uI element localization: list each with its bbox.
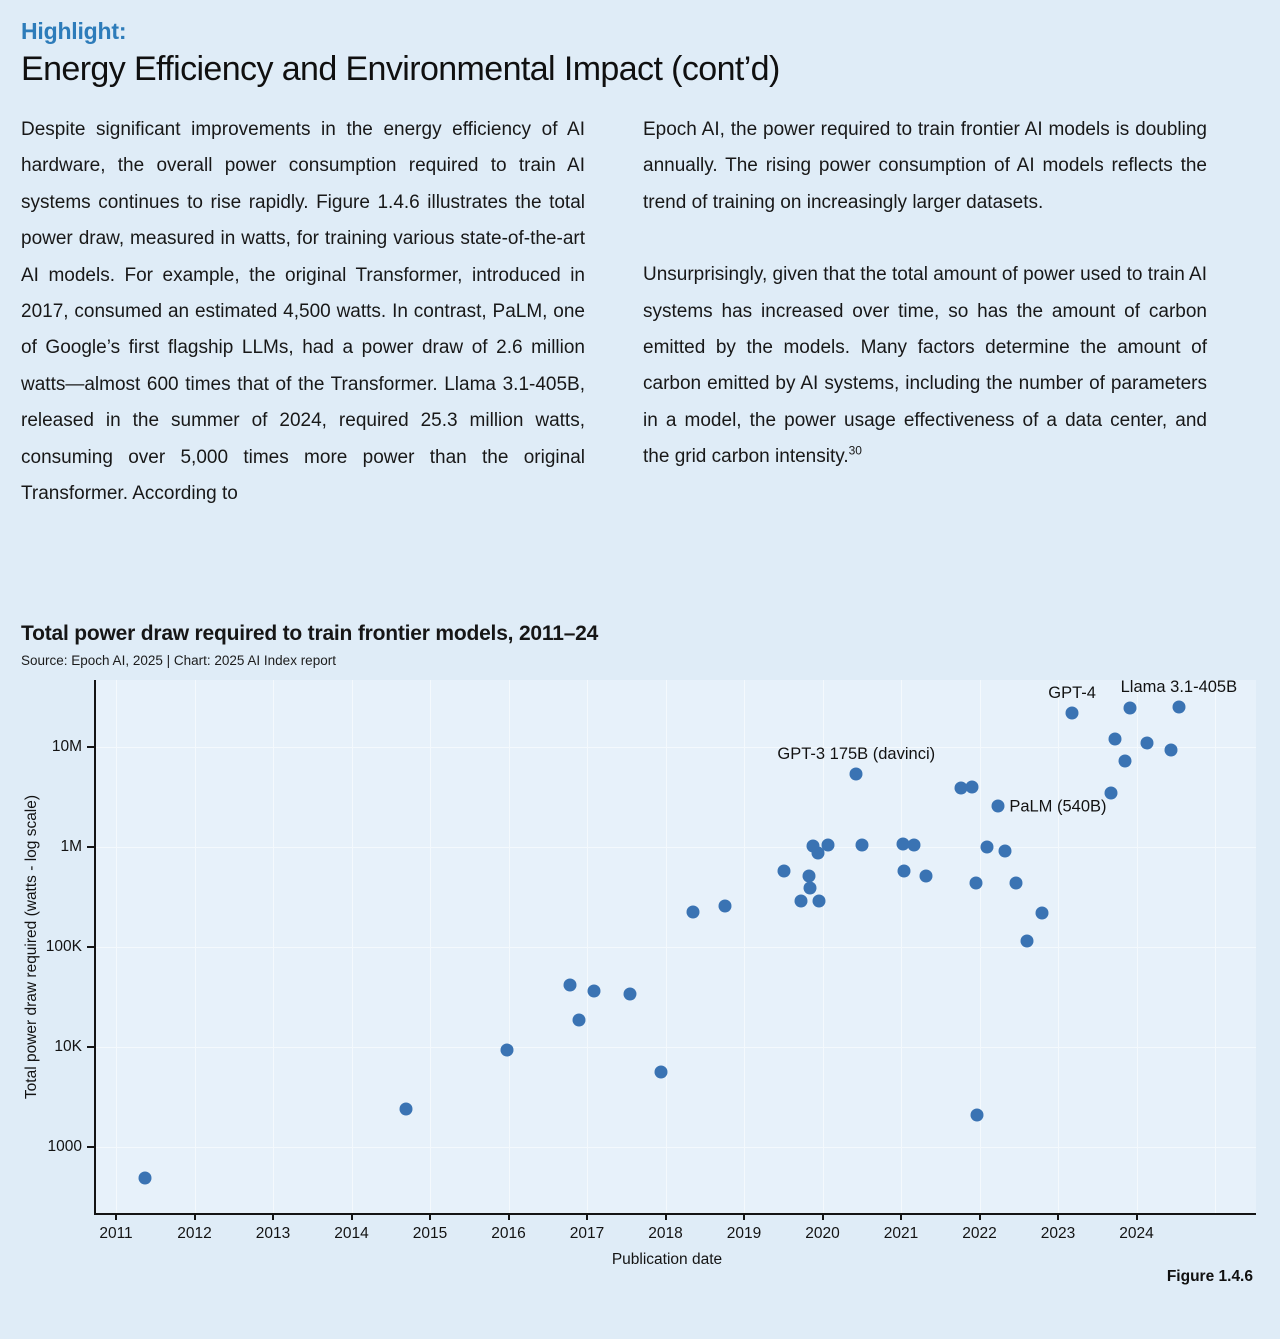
data-point	[969, 876, 982, 889]
x-tick-mark	[429, 1215, 431, 1220]
x-tick-mark	[115, 1215, 117, 1220]
data-point	[1124, 702, 1137, 715]
left-paragraph: Despite significant improvements in the energy efficiency of AI hardware, the overall power consumption required to train AI systems continues to rise rapidly. Figure 1.4.6 illustrates the total power draw, measured in watts, for training various state-of-the-art AI models. For example, the original Transformer, introduced in 2017, consumed an estimated 4,500 watts. In contrast, PaLM, one of Google’s first flagship LLMs, had a power draw of 2.6 million watts—almost 600 times that of the Transformer. Llama 3.1-405B, released in the summer of 2024, required 25.3 million watts, consuming over 5,000 times more power than the original Transformer. According to	[21, 119, 585, 505]
horizontal-gridline	[94, 1047, 1256, 1048]
y-axis-label: Total power draw required (watts - log scale)	[23, 794, 40, 1100]
y-tick-label: 1000	[47, 1138, 82, 1155]
right-paragraph-2-text: Unsurprisingly, given that the total amount of power used to train AI systems has increased over time, so has the amount of carbon emitted by the models. Many factors determine the amount of carbon emitted by AI systems, including the number of parameters in a model, the power usage effectiveness of a data center, and the grid carbon intensity.	[643, 264, 1207, 468]
data-point	[624, 987, 637, 1000]
data-point	[966, 780, 979, 793]
x-tick-mark	[900, 1215, 902, 1220]
data-point	[907, 838, 920, 851]
x-tick-label: 2013	[255, 1225, 291, 1242]
x-axis-spine	[94, 1213, 1256, 1215]
x-tick-mark	[1057, 1215, 1059, 1220]
data-point	[573, 1014, 586, 1027]
x-tick-label: 2023	[1040, 1225, 1076, 1242]
data-point-palm-540b	[992, 799, 1005, 812]
data-point	[1035, 906, 1048, 919]
annotation-label: PaLM (540B)	[1009, 797, 1107, 815]
x-tick-label: 2015	[412, 1225, 448, 1242]
figure-number-label: Figure 1.4.6	[1166, 1268, 1253, 1285]
body-right-column	[643, 112, 1207, 512]
data-point	[971, 1108, 984, 1121]
data-point	[795, 895, 808, 908]
x-tick-mark	[272, 1215, 274, 1220]
scatter-plot	[45, 677, 1256, 1242]
data-point	[719, 900, 732, 913]
x-tick-mark	[351, 1215, 353, 1220]
data-point	[1108, 733, 1121, 746]
data-point	[654, 1066, 667, 1079]
x-tick-mark	[1136, 1215, 1138, 1220]
x-axis-label: Publication date	[611, 1251, 723, 1268]
y-tick-mark	[87, 1046, 94, 1048]
x-tick-label: 2019	[726, 1225, 762, 1242]
data-point	[855, 838, 868, 851]
data-point	[803, 881, 816, 894]
x-tick-label: 2012	[177, 1225, 212, 1242]
x-tick-label: 2021	[883, 1225, 919, 1242]
y-tick-label: 100K	[45, 938, 82, 955]
data-point	[920, 869, 933, 882]
x-tick-mark	[822, 1215, 824, 1220]
y-tick-label: 10K	[54, 1038, 82, 1055]
data-point	[400, 1102, 413, 1115]
horizontal-gridline	[94, 947, 1256, 948]
y-tick-mark	[87, 746, 94, 748]
y-tick-mark	[87, 846, 94, 848]
data-point	[588, 985, 601, 998]
x-tick-mark	[508, 1215, 510, 1220]
data-point	[139, 1171, 152, 1184]
data-point	[898, 865, 911, 878]
data-point	[1140, 736, 1153, 749]
x-tick-label: 2017	[569, 1225, 605, 1242]
x-tick-label: 2016	[491, 1225, 526, 1242]
chart-title: Total power draw required to train frontier models, 2011–24	[21, 622, 599, 645]
data-point	[1010, 876, 1023, 889]
x-tick-label: 2024	[1119, 1225, 1154, 1242]
y-tick-mark	[87, 946, 94, 948]
data-point	[1020, 934, 1033, 947]
data-point	[998, 845, 1011, 858]
annotation-label: GPT-4	[1048, 683, 1096, 702]
data-point	[1118, 755, 1131, 768]
y-tick-label: 10M	[51, 738, 82, 755]
horizontal-gridline	[94, 1147, 1256, 1148]
y-tick-label: 1M	[60, 838, 82, 855]
x-tick-mark	[586, 1215, 588, 1220]
x-tick-label: 2022	[962, 1225, 997, 1242]
data-point	[686, 905, 699, 918]
x-tick-label: 2014	[334, 1225, 369, 1242]
horizontal-gridline	[94, 847, 1256, 848]
x-tick-mark	[743, 1215, 745, 1220]
footnote-marker: 30	[848, 443, 862, 458]
page-title: Energy Efficiency and Environmental Impact (cont’d)	[21, 50, 780, 88]
data-point	[981, 841, 994, 854]
data-point	[778, 865, 791, 878]
data-point-gpt-4	[1066, 706, 1079, 719]
body-left-column	[21, 112, 585, 548]
x-tick-mark	[665, 1215, 667, 1220]
data-point	[500, 1044, 513, 1057]
x-tick-label: 2018	[648, 1225, 683, 1242]
x-tick-mark	[194, 1215, 196, 1220]
data-point	[1165, 744, 1178, 757]
chart-source: Source: Epoch AI, 2025 | Chart: 2025 AI Index report	[21, 653, 336, 668]
data-point-gpt-3-175b-davinci	[850, 767, 863, 780]
y-axis-spine	[94, 680, 96, 1215]
x-tick-label: 2020	[805, 1225, 840, 1242]
x-tick-mark	[979, 1215, 981, 1220]
right-paragraph-2	[643, 257, 1207, 475]
annotation-label: GPT-3 175B (davinci)	[777, 744, 936, 763]
y-tick-mark	[87, 1146, 94, 1148]
section-eyebrow: Highlight:	[21, 18, 127, 44]
annotation-label: Llama 3.1-405B	[1120, 677, 1238, 696]
x-tick-label: 2011	[99, 1225, 133, 1242]
data-point	[813, 895, 826, 908]
right-paragraph-1: Epoch AI, the power required to train frontier AI models is doubling annually. The rising power consumption of AI models reflects the trend of training on increasingly larger datasets.	[643, 119, 1207, 213]
data-point	[563, 978, 576, 991]
data-point-llama-3-1-405b	[1172, 700, 1185, 713]
data-point	[821, 838, 834, 851]
horizontal-gridline	[94, 747, 1256, 748]
